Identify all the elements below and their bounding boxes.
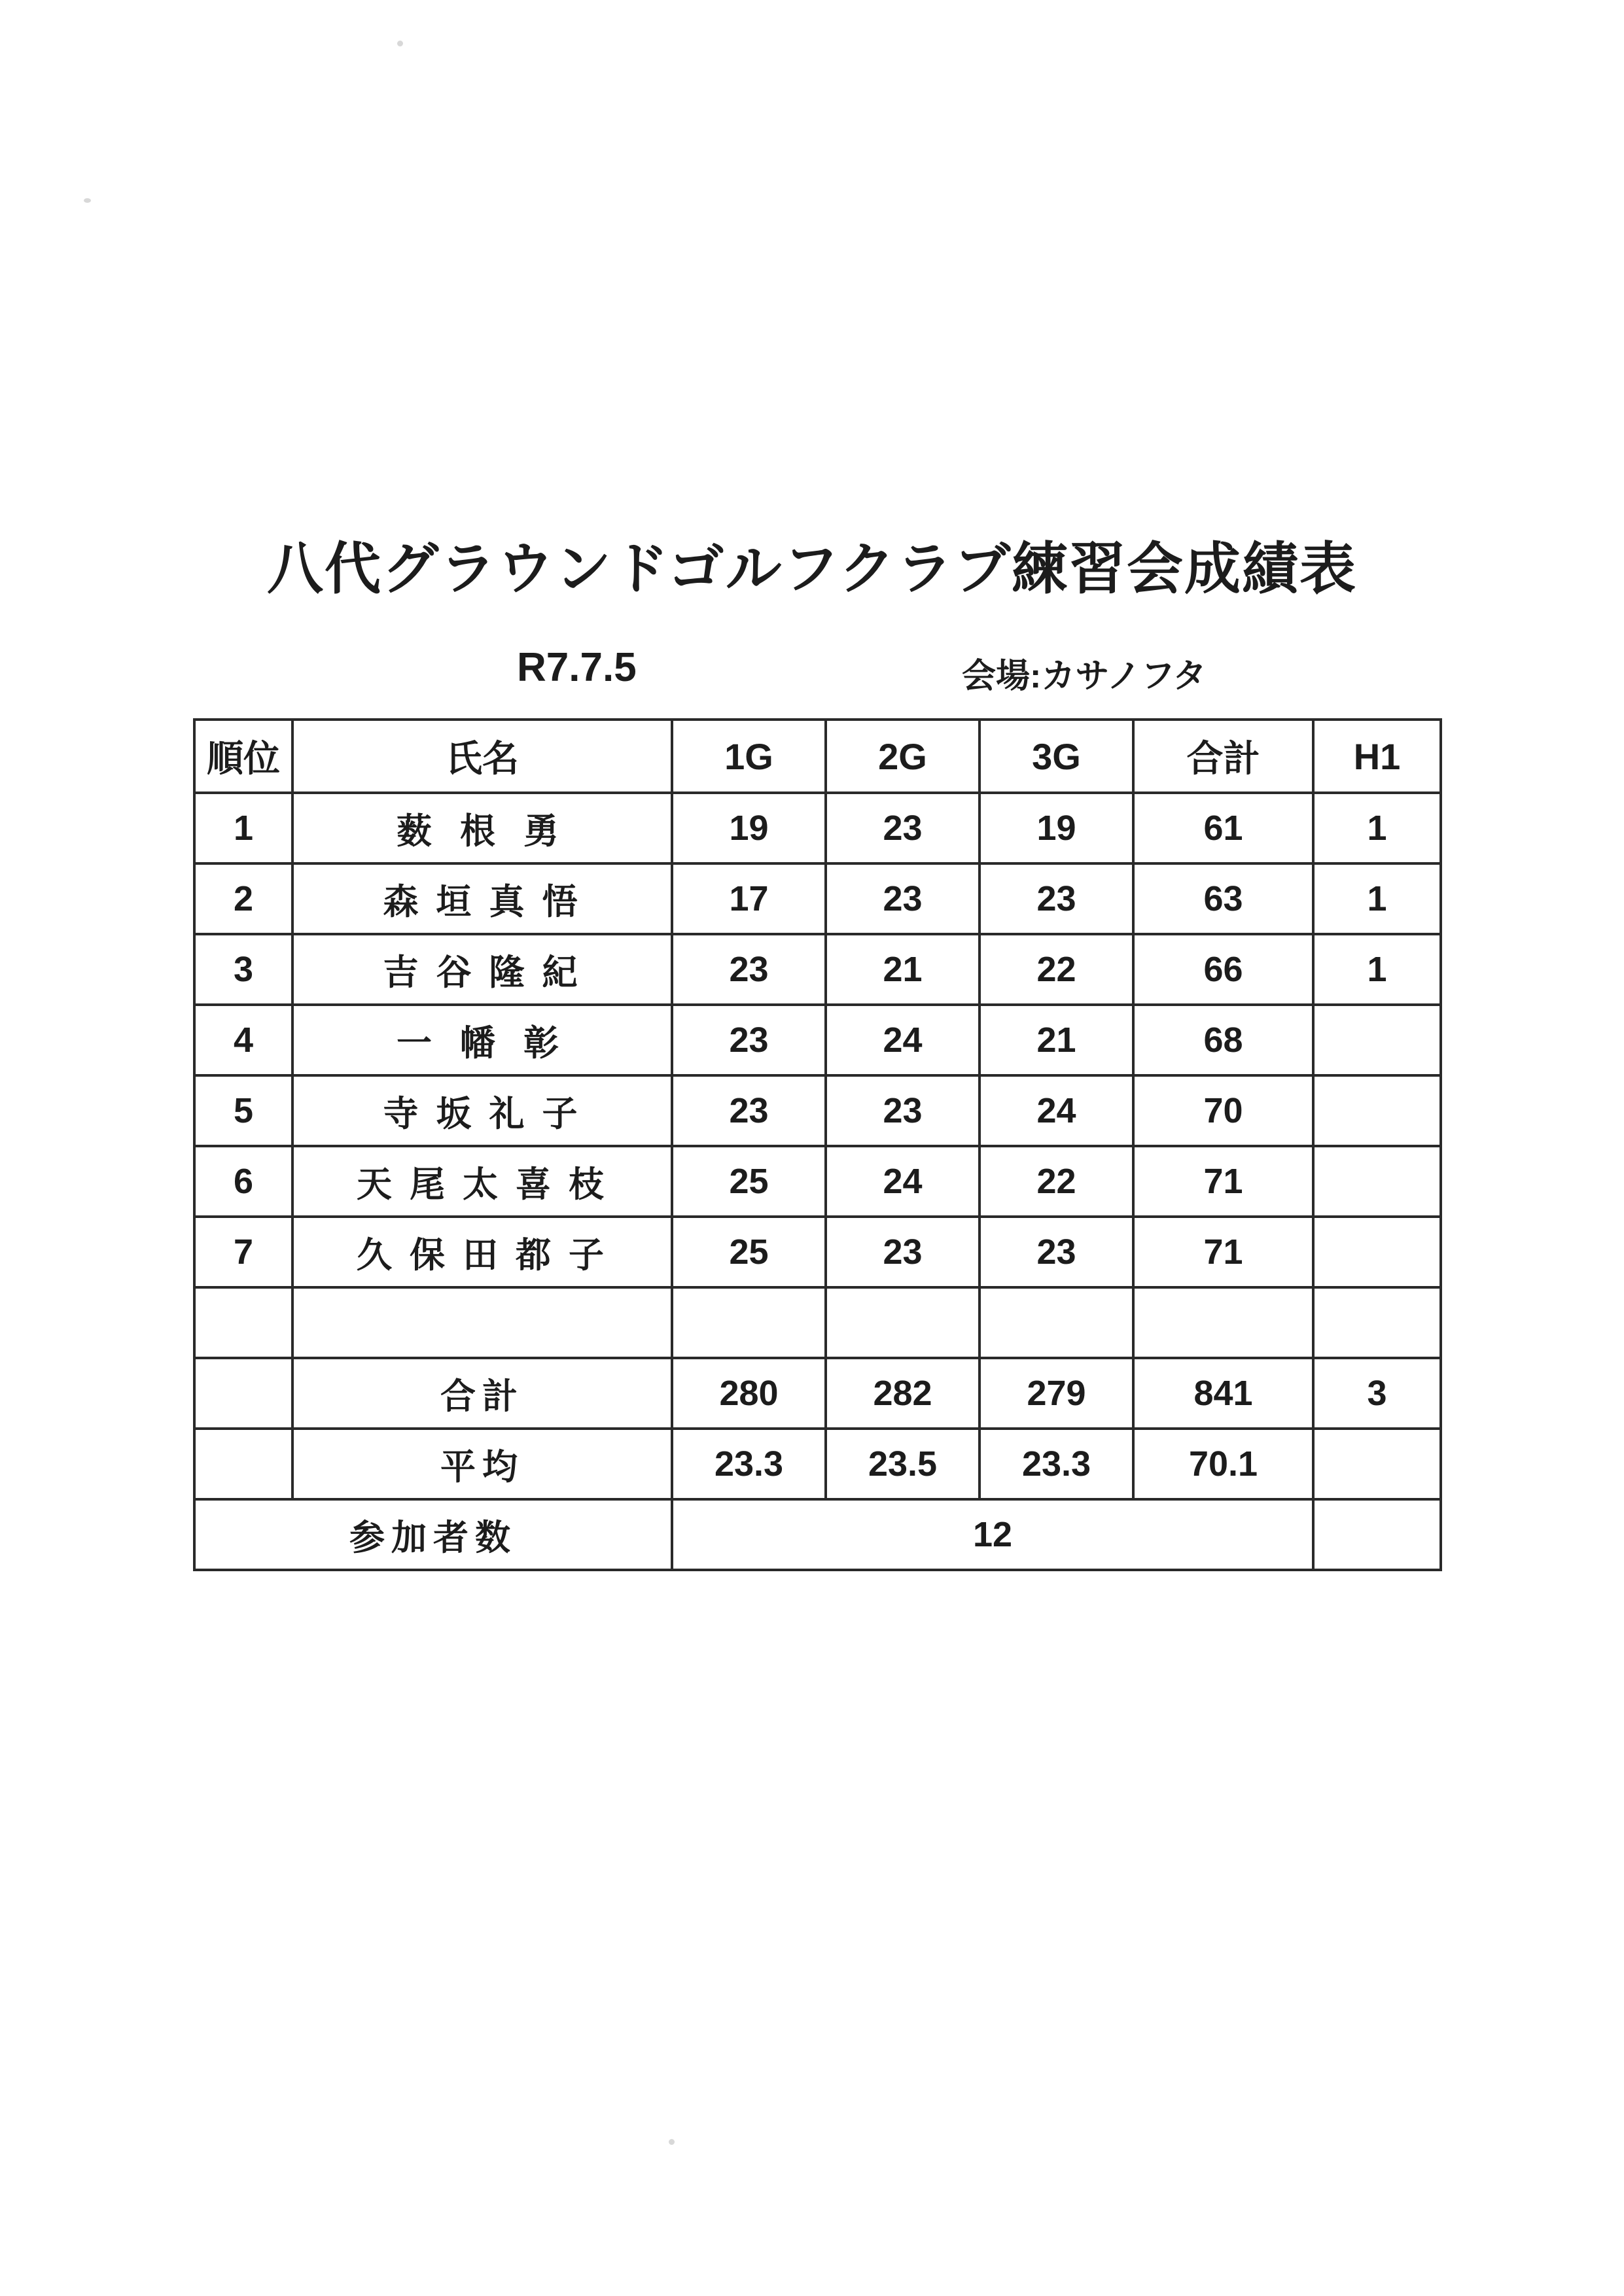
cell-total: 71 — [1133, 1217, 1313, 1287]
cell-g2: 23 — [826, 1075, 980, 1146]
label-sum: 合計 — [292, 1358, 672, 1429]
table-row — [194, 793, 1441, 863]
participants-h1 — [1313, 1499, 1441, 1570]
cell-h1 — [1313, 1217, 1441, 1287]
cell-name: 一 幡 彰 — [292, 1005, 672, 1075]
cell-rank: 4 — [194, 1005, 292, 1075]
header-h1: H1 — [1313, 720, 1441, 793]
participants-row — [194, 1499, 1441, 1570]
sum-total: 841 — [1133, 1358, 1313, 1429]
cell-total: 66 — [1133, 934, 1313, 1005]
cell-rank: 7 — [194, 1217, 292, 1287]
cell-total: 63 — [1133, 863, 1313, 934]
header-total: 合計 — [1133, 720, 1313, 793]
document-venue: 会場:カサノフタ — [962, 657, 1207, 695]
cell-g1: 25 — [672, 1146, 826, 1217]
table-row — [194, 863, 1441, 934]
cell-rank: 6 — [194, 1146, 292, 1217]
header-g3: 3G — [980, 720, 1133, 793]
avg-g2: 23.5 — [826, 1429, 980, 1499]
cell-g3: 21 — [980, 1005, 1133, 1075]
cell-g3: 24 — [980, 1075, 1133, 1146]
cell-rank — [194, 1287, 292, 1358]
results-table — [193, 718, 1442, 1571]
table-row — [194, 1005, 1441, 1075]
table-row-blank — [194, 1287, 1441, 1358]
header-g2: 2G — [826, 720, 980, 793]
page-title: 八代グラウンドゴルフクラブ練習会成績表 — [267, 538, 1357, 600]
cell-g3: 19 — [980, 793, 1133, 863]
sum-h1: 3 — [1313, 1358, 1441, 1429]
cell-name: 森 垣 真 悟 — [292, 863, 672, 934]
document-date: R7.7.5 — [517, 645, 637, 690]
cell-g1: 17 — [672, 863, 826, 934]
cell-name: 天 尾 太 喜 枝 — [292, 1146, 672, 1217]
cell-rank: 3 — [194, 934, 292, 1005]
table-row — [194, 934, 1441, 1005]
cell-h1: 1 — [1313, 863, 1441, 934]
table-row — [194, 1146, 1441, 1217]
table-row — [194, 1075, 1441, 1146]
cell-h1 — [1313, 1287, 1441, 1358]
cell-rank: 1 — [194, 793, 292, 863]
cell-name: 久 保 田 都 子 — [292, 1217, 672, 1287]
cell-g2: 23 — [826, 793, 980, 863]
cell-h1: 1 — [1313, 934, 1441, 1005]
cell-rank: 5 — [194, 1075, 292, 1146]
cell-total: 68 — [1133, 1005, 1313, 1075]
avg-g1: 23.3 — [672, 1429, 826, 1499]
scan-speck — [397, 41, 403, 46]
sum-g1: 280 — [672, 1358, 826, 1429]
label-participants: 参加者数 — [194, 1499, 672, 1570]
cell-g3: 23 — [980, 1217, 1133, 1287]
participants-count: 12 — [672, 1499, 1313, 1570]
avg-total: 70.1 — [1133, 1429, 1313, 1499]
cell-name: 吉 谷 隆 紀 — [292, 934, 672, 1005]
cell-g2: 24 — [826, 1146, 980, 1217]
header-name: 氏名 — [292, 720, 672, 793]
avg-h1 — [1313, 1429, 1441, 1499]
header-g1: 1G — [672, 720, 826, 793]
cell-h1 — [1313, 1075, 1441, 1146]
cell-name: 寺 坂 礼 子 — [292, 1075, 672, 1146]
cell-g2: 24 — [826, 1005, 980, 1075]
sum-g2: 282 — [826, 1358, 980, 1429]
cell-g1: 19 — [672, 793, 826, 863]
cell-blank — [194, 1358, 292, 1429]
label-avg: 平均 — [292, 1429, 672, 1499]
cell-total: 70 — [1133, 1075, 1313, 1146]
cell-g2: 23 — [826, 1217, 980, 1287]
summary-sum-row — [194, 1358, 1441, 1429]
cell-g2: 23 — [826, 863, 980, 934]
cell-name — [292, 1287, 672, 1358]
cell-g3: 22 — [980, 1146, 1133, 1217]
cell-g1: 23 — [672, 1075, 826, 1146]
cell-blank — [194, 1429, 292, 1499]
scan-speck — [669, 2139, 675, 2145]
cell-h1 — [1313, 1146, 1441, 1217]
cell-h1: 1 — [1313, 793, 1441, 863]
header-rank: 順位 — [194, 720, 292, 793]
cell-rank: 2 — [194, 863, 292, 934]
cell-g1: 23 — [672, 1005, 826, 1075]
cell-g3: 22 — [980, 934, 1133, 1005]
cell-total: 61 — [1133, 793, 1313, 863]
cell-g3 — [980, 1287, 1133, 1358]
cell-g2: 21 — [826, 934, 980, 1005]
cell-g1: 25 — [672, 1217, 826, 1287]
cell-total — [1133, 1287, 1313, 1358]
summary-avg-row — [194, 1429, 1441, 1499]
cell-name: 薮 根 勇 — [292, 793, 672, 863]
cell-h1 — [1313, 1005, 1441, 1075]
cell-g1 — [672, 1287, 826, 1358]
avg-g3: 23.3 — [980, 1429, 1133, 1499]
table-row — [194, 1217, 1441, 1287]
cell-g3: 23 — [980, 863, 1133, 934]
sum-g3: 279 — [980, 1358, 1133, 1429]
cell-g2 — [826, 1287, 980, 1358]
cell-total: 71 — [1133, 1146, 1313, 1217]
scan-speck — [84, 198, 91, 203]
subtitle-row — [0, 644, 1624, 695]
table-header-row — [194, 720, 1441, 793]
cell-g1: 23 — [672, 934, 826, 1005]
